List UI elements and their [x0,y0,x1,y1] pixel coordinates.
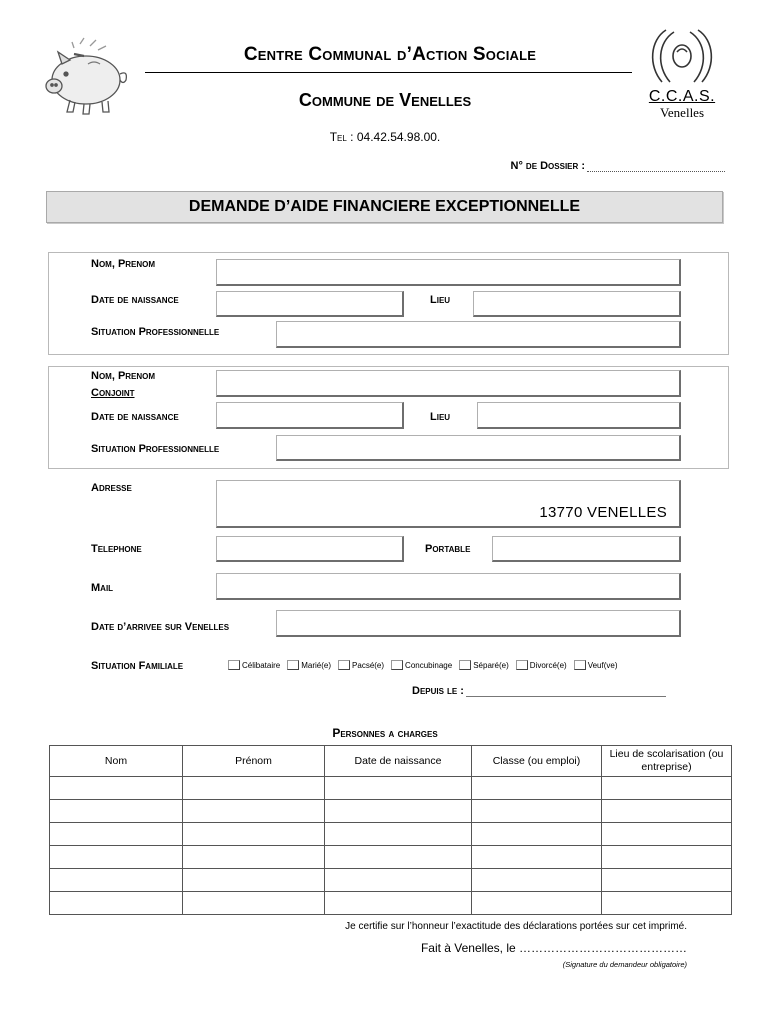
applicant-name-label: Nom, Prenom [91,258,156,270]
table-cell[interactable] [602,892,732,915]
table-cell[interactable] [472,800,602,823]
checkbox-icon[interactable] [228,660,240,670]
option-pacse[interactable]: Pacsé(e) [338,660,384,670]
table-header-row [50,746,732,777]
ccas-logo-text: C.C.A.S. [648,88,716,105]
arrival-date-label: Date d’arrivee sur Venelles [91,621,230,633]
dossier-input-line[interactable] [587,160,725,172]
table-cell[interactable] [602,800,732,823]
column-header: Prénom [183,746,325,777]
telephone-line [250,130,520,144]
signature-place-date: Fait à Venelles, le …………………………………… [420,941,687,955]
table-cell[interactable] [472,823,602,846]
table-cell[interactable] [472,869,602,892]
spouse-birthdate-field[interactable] [216,402,404,429]
spouse-birthplace-label: Lieu [430,411,451,423]
tel-label: Tel [329,130,347,144]
piggy-bank-illustration [40,34,132,118]
form-title-banner: DEMANDE D’AIDE FINANCIERE EXCEPTIONNELLE [46,191,723,223]
table-cell[interactable] [325,800,472,823]
dossier-number [380,160,725,172]
signature-note: (Signature du demandeur obligatoire) [562,960,687,969]
ccas-logo-subtext: Venelles [659,105,705,120]
applicant-name-field[interactable] [216,259,681,286]
spouse-job-field[interactable] [276,435,681,461]
spouse-name-field[interactable] [216,370,681,397]
table-cell[interactable] [325,892,472,915]
table-cell[interactable] [50,777,183,800]
spouse-name-label: Nom, Prenom [91,370,156,382]
applicant-birthplace-field[interactable] [473,291,681,317]
header-title: Centre Communal d’Action Sociale [243,44,537,65]
applicant-job-label: Situation Professionnelle [91,326,220,338]
table-row [50,846,732,869]
checkbox-icon[interactable] [459,660,471,670]
email-field[interactable] [216,573,681,600]
arrival-date-field[interactable] [276,610,681,637]
applicant-birthplace-label: Lieu [430,294,451,306]
telephone-label: Telephone [91,543,142,555]
checkbox-icon[interactable] [287,660,299,670]
table-row [50,777,732,800]
marital-status-label: Situation Familiale [91,660,184,672]
ccas-logo [644,26,720,126]
since-date-line[interactable] [466,686,666,697]
table-cell[interactable] [602,777,732,800]
since-date [412,685,666,697]
mobile-field[interactable] [492,536,681,562]
spouse-job-label: Situation Professionnelle [91,443,220,455]
table-row [50,800,732,823]
commune-title: Commune de Venelles [298,90,472,110]
dependents-title: Personnes a charges [332,726,438,740]
checkbox-icon[interactable] [338,660,350,670]
option-marie[interactable]: Marié(e) [287,660,331,670]
table-cell[interactable] [325,846,472,869]
address-label: Adresse [91,482,132,494]
option-celibataire[interactable]: Célibataire [228,660,280,670]
option-divorce[interactable]: Divorcé(e) [516,660,567,670]
option-separe[interactable]: Séparé(e) [459,660,509,670]
table-cell[interactable] [183,892,325,915]
tel-value: : 04.42.54.98.00. [346,130,441,144]
email-label: Mail [91,582,114,594]
column-header: Classe (ou emploi) [472,746,602,777]
telephone-field[interactable] [216,536,404,562]
since-date-label: Depuis le : [412,685,464,697]
table-cell[interactable] [183,846,325,869]
column-header: Date de naissance [325,746,472,777]
header-divider [145,72,632,73]
table-cell[interactable] [50,823,183,846]
table-cell[interactable] [602,846,732,869]
spouse-heading: Conjoint [91,387,135,399]
table-cell[interactable] [325,777,472,800]
table-cell[interactable] [50,800,183,823]
table-cell[interactable] [472,846,602,869]
table-cell[interactable] [325,823,472,846]
dependents-table [49,745,732,915]
dossier-label: N° de Dossier : [510,160,585,172]
table-row [50,869,732,892]
table-cell[interactable] [183,777,325,800]
applicant-birthdate-label: Date de naissance [91,294,179,306]
table-cell[interactable] [50,892,183,915]
ccas-logo-emblem [644,26,720,88]
option-veuf[interactable]: Veuf(ve) [574,660,618,670]
checkbox-icon[interactable] [574,660,586,670]
checkbox-icon[interactable] [391,660,403,670]
checkbox-icon[interactable] [516,660,528,670]
table-row [50,892,732,915]
table-cell[interactable] [602,869,732,892]
address-field[interactable] [216,480,681,528]
table-cell[interactable] [325,869,472,892]
table-cell[interactable] [472,777,602,800]
table-cell[interactable] [183,800,325,823]
column-header: Nom [50,746,183,777]
table-row [50,823,732,846]
option-concubinage[interactable]: Concubinage [391,660,452,670]
table-cell[interactable] [472,892,602,915]
table-cell[interactable] [183,869,325,892]
mobile-label: Portable [425,543,471,555]
certification-text: Je certifie sur l’honneur l’exactitude des déclarations portées sur cet imprimé. [345,921,687,932]
applicant-birthdate-field[interactable] [216,291,404,317]
table-cell[interactable] [50,869,183,892]
table-cell[interactable] [183,823,325,846]
table-cell[interactable] [50,846,183,869]
spouse-birthdate-label: Date de naissance [91,411,179,423]
table-cell[interactable] [602,823,732,846]
marital-status-options [228,660,708,670]
spouse-birthplace-field[interactable] [477,402,681,429]
address-value: 13770 VENELLES [539,504,667,521]
column-header: Lieu de scolarisation (ou entreprise) [602,746,732,777]
applicant-job-field[interactable] [276,321,681,348]
